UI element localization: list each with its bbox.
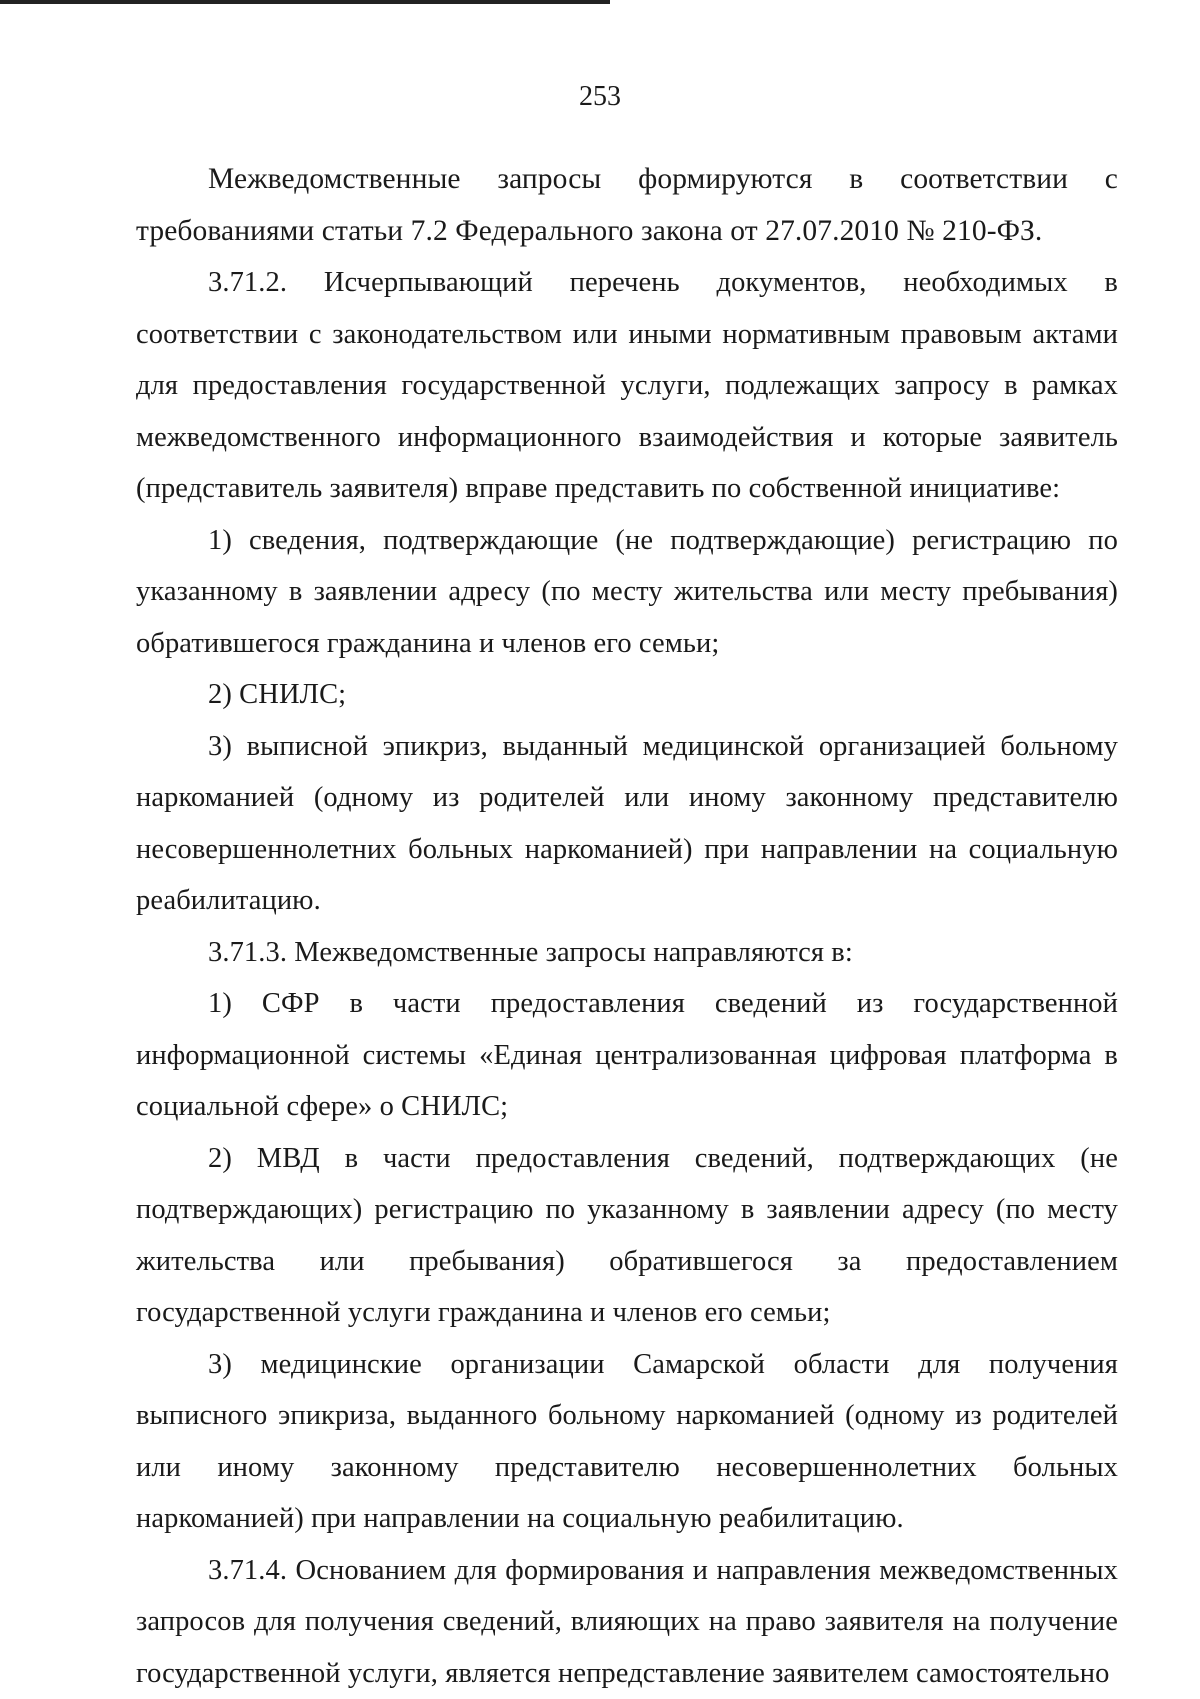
list-item-1-registration: 1) сведения, подтверждающие (не подтверждающие) регистрацию по указанному в заявлении адресу (по месту жительства или месту пребывания) обратившегося гражданина и членов его семьи;	[136, 515, 1118, 670]
paragraph-3-71-2: 3.71.2. Исчерпывающий перечень документов, необходимых в соответствии с законодательством или иными нормативным правовым актами для предоставления государственной услуги, подлежащих запросу в рамках межведомственного информационного взаимодействия и которые заявитель (представитель заявителя) вправе представить по собственной инициативе:	[136, 257, 1118, 515]
list-item-2-snils: 2) СНИЛС;	[136, 669, 1118, 721]
document-body	[136, 154, 1118, 1699]
list-item-2-mvd: 2) МВД в части предоставления сведений, подтверждающих (не подтверждающих) регистрацию по указанному в заявлении адресу (по месту жительства или пребывания) обратившегося за предоставлением государственной услуги гражданина и членов его семьи;	[136, 1133, 1118, 1339]
list-item-3-epicrisis: 3) выписной эпикриз, выданный медицинской организацией больному наркоманией (одному из родителей или иному законному представителю несовершеннолетних больных наркоманией) при направлении на социальную реабилитацию.	[136, 721, 1118, 927]
paragraph-intro: Межведомственные запросы формируются в соответствии с требованиями статьи 7.2 Федерального закона от 27.07.2010 № 210-ФЗ.	[136, 154, 1118, 257]
page-number: 253	[0, 80, 1200, 114]
list-item-1-sfr: 1) СФР в части предоставления сведений из государственной информационной системы «Единая централизованная цифровая платформа в социальной сфере» о СНИЛС;	[136, 978, 1118, 1133]
paragraph-3-71-3: 3.71.3. Межведомственные запросы направляются в:	[136, 927, 1118, 979]
top-border-line	[0, 0, 610, 4]
list-item-3-medical-orgs: 3) медицинские организации Самарской области для получения выписного эпикриза, выданного больному наркоманией (одному из родителей или иному законному представителю несовершеннолетних больных наркоманией) при направлении на социальную реабилитацию.	[136, 1339, 1118, 1545]
paragraph-3-71-4: 3.71.4. Основанием для формирования и направления межведомственных запросов для получения сведений, влияющих на право заявителя на получение государственной услуги, является непредставление заявителем самостоятельно	[136, 1545, 1118, 1699]
